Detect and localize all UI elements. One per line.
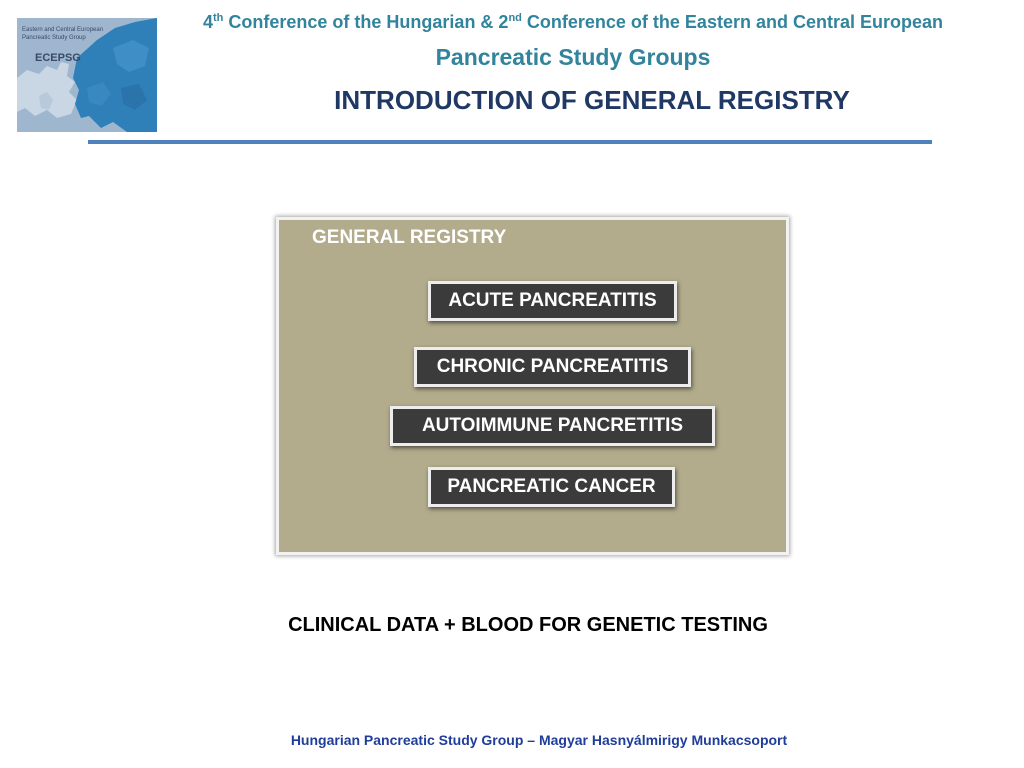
slide-title: INTRODUCTION OF GENERAL REGISTRY [334, 85, 850, 115]
title-divider [88, 140, 932, 144]
ecepsg-logo [17, 18, 157, 132]
registry-item-chronic-pancreatitis: CHRONIC PANCREATITIS [414, 347, 691, 387]
conference-line-2: Pancreatic Study Groups [435, 44, 711, 70]
logo-tag: ECEPSG [35, 52, 81, 64]
registry-item-pancreatic-cancer: PANCREATIC CANCER [428, 467, 675, 507]
conference-number-1: 4 [203, 12, 214, 32]
logo-caption-line2: Pancreatic Study Group [22, 35, 86, 41]
conference-ordinal-2: nd [508, 12, 522, 24]
registry-item-autoimmune-pancreatitis: AUTOIMMUNE PANCRETITIS [390, 406, 715, 446]
logo-caption-line1: Eastern and Central European [22, 27, 104, 33]
conference-line-1 [158, 12, 988, 33]
clinical-data-note: CLINICAL DATA + BLOOD FOR GENETIC TESTING [288, 614, 768, 636]
logo-caption [22, 26, 103, 42]
registry-item-acute-pancreatitis: ACUTE PANCREATITIS [428, 281, 677, 321]
footer-text: Hungarian Pancreatic Study Group – Magyar Hasnyálmirigy Munkacsoport [290, 732, 788, 748]
conference-text-1: Conference of the Hungarian & 2 [223, 12, 509, 32]
general-registry-label: GENERAL REGISTRY [312, 227, 507, 248]
conference-text-2: Conference of the Eastern and Central European [521, 12, 943, 32]
conference-ordinal-1: th [213, 12, 224, 24]
